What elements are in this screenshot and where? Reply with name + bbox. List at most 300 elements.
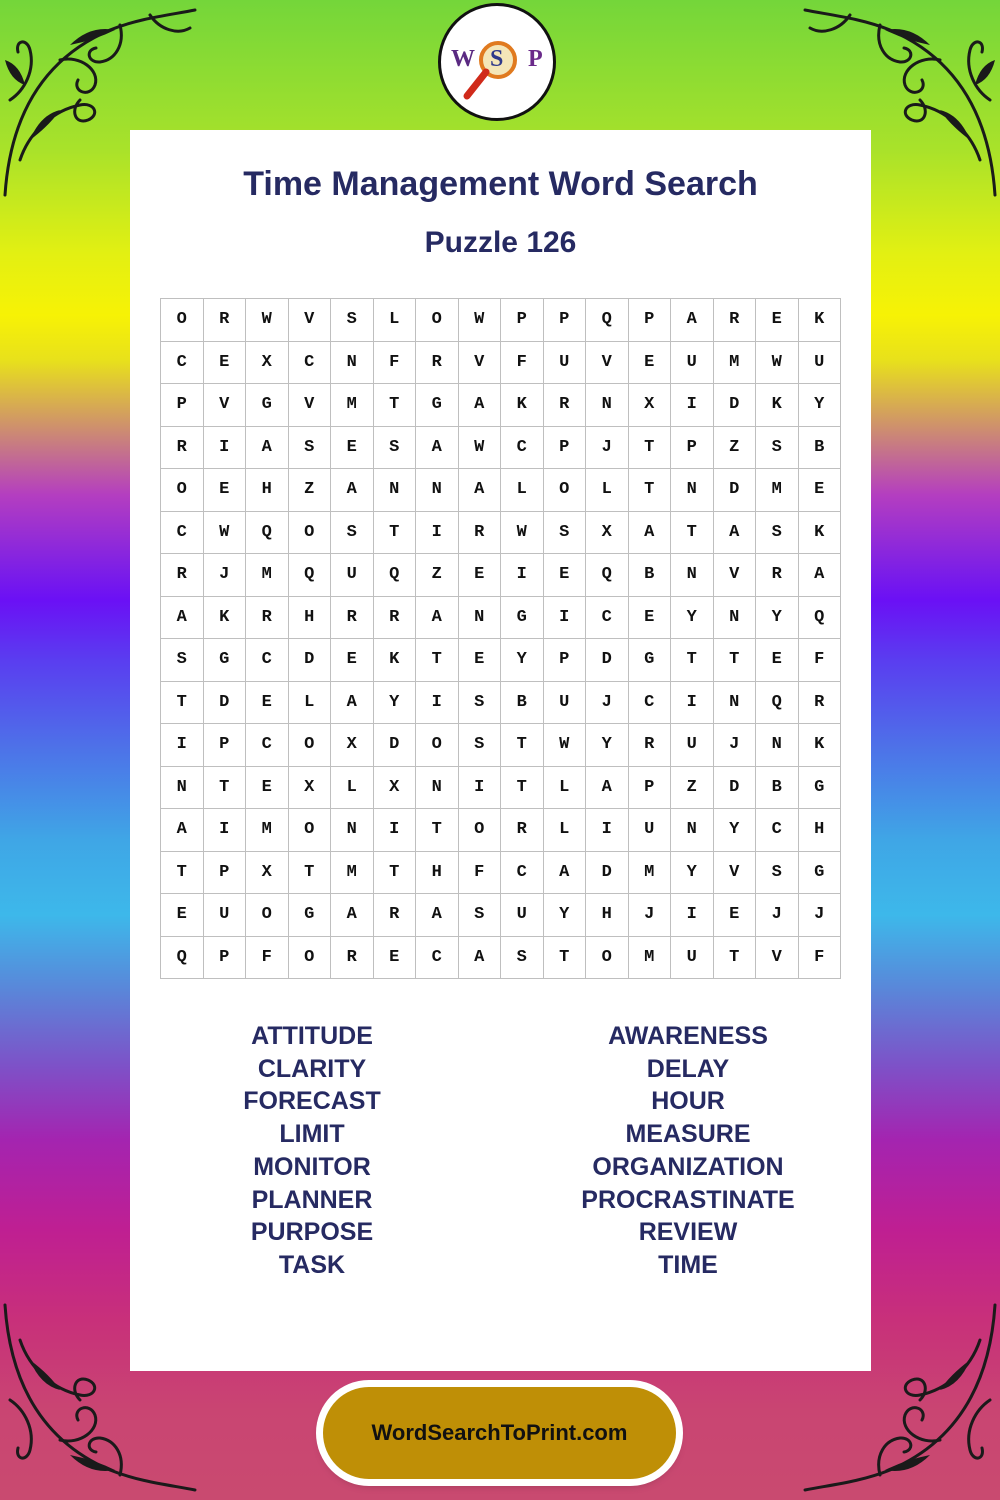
grid-cell[interactable]: S: [458, 894, 501, 937]
grid-cell[interactable]: P: [543, 299, 586, 342]
grid-cell[interactable]: F: [798, 639, 841, 682]
grid-cell[interactable]: N: [373, 469, 416, 512]
grid-cell[interactable]: S: [756, 426, 799, 469]
grid-cell[interactable]: N: [161, 766, 204, 809]
grid-cell[interactable]: T: [203, 766, 246, 809]
grid-cell[interactable]: R: [543, 384, 586, 427]
grid-cell[interactable]: A: [161, 596, 204, 639]
grid-cell[interactable]: E: [798, 469, 841, 512]
grid-cell[interactable]: T: [628, 426, 671, 469]
grid-cell[interactable]: E: [203, 469, 246, 512]
word-list-item: CLARITY: [257, 1054, 367, 1083]
puzzle-title: Time Management Word Search: [243, 165, 758, 203]
grid-cell[interactable]: R: [331, 596, 374, 639]
grid-cell[interactable]: B: [756, 766, 799, 809]
grid-cell[interactable]: A: [458, 384, 501, 427]
grid-cell[interactable]: S: [756, 851, 799, 894]
grid-row: [161, 639, 841, 682]
grid-cell[interactable]: P: [543, 426, 586, 469]
grid-cell[interactable]: X: [246, 341, 289, 384]
grid-cell[interactable]: U: [671, 724, 714, 767]
grid-cell[interactable]: N: [416, 766, 459, 809]
grid-cell[interactable]: V: [756, 936, 799, 979]
grid-cell[interactable]: X: [373, 766, 416, 809]
grid-cell[interactable]: S: [458, 724, 501, 767]
grid-cell[interactable]: F: [373, 341, 416, 384]
grid-cell[interactable]: L: [373, 299, 416, 342]
grid-cell[interactable]: O: [288, 936, 331, 979]
grid-cell[interactable]: A: [713, 511, 756, 554]
word-list-item: LIMIT: [279, 1120, 345, 1149]
grid-cell[interactable]: A: [458, 469, 501, 512]
grid-cell[interactable]: D: [373, 724, 416, 767]
grid-row: [161, 724, 841, 767]
word-list-item: ORGANIZATION: [592, 1152, 784, 1181]
grid-cell[interactable]: P: [203, 724, 246, 767]
grid-cell[interactable]: T: [288, 851, 331, 894]
logo-letter-w: W: [451, 46, 475, 72]
grid-cell[interactable]: I: [416, 511, 459, 554]
grid-row: [161, 299, 841, 342]
grid-cell[interactable]: L: [501, 469, 544, 512]
grid-cell[interactable]: P: [543, 639, 586, 682]
grid-cell[interactable]: F: [246, 936, 289, 979]
word-list-item: PROCRASTINATE: [581, 1185, 795, 1214]
grid-cell[interactable]: M: [628, 936, 671, 979]
grid-cell[interactable]: I: [671, 894, 714, 937]
grid-cell[interactable]: S: [501, 936, 544, 979]
word-list-item: TASK: [278, 1250, 346, 1279]
grid-cell[interactable]: P: [671, 426, 714, 469]
grid-cell[interactable]: I: [458, 766, 501, 809]
grid-cell[interactable]: N: [756, 724, 799, 767]
grid-cell[interactable]: A: [628, 511, 671, 554]
grid-cell[interactable]: R: [203, 299, 246, 342]
grid-cell[interactable]: E: [246, 766, 289, 809]
grid-cell[interactable]: Q: [161, 936, 204, 979]
grid-cell[interactable]: T: [161, 851, 204, 894]
grid-cell[interactable]: I: [501, 554, 544, 597]
grid-cell[interactable]: K: [756, 384, 799, 427]
grid-cell[interactable]: M: [246, 554, 289, 597]
site-logo[interactable]: [438, 3, 556, 121]
grid-cell[interactable]: Y: [586, 724, 629, 767]
grid-cell[interactable]: T: [713, 936, 756, 979]
grid-cell[interactable]: S: [543, 511, 586, 554]
grid-cell[interactable]: R: [331, 936, 374, 979]
grid-cell[interactable]: O: [543, 469, 586, 512]
grid-cell[interactable]: X: [288, 766, 331, 809]
grid-cell[interactable]: A: [586, 766, 629, 809]
grid-cell[interactable]: J: [628, 894, 671, 937]
grid-cell[interactable]: U: [543, 341, 586, 384]
grid-cell[interactable]: H: [586, 894, 629, 937]
grid-cell[interactable]: T: [416, 809, 459, 852]
grid-cell[interactable]: G: [501, 596, 544, 639]
grid-cell[interactable]: T: [373, 851, 416, 894]
grid-cell[interactable]: A: [458, 936, 501, 979]
grid-cell[interactable]: V: [586, 341, 629, 384]
grid-cell[interactable]: K: [501, 384, 544, 427]
grid-cell[interactable]: C: [161, 341, 204, 384]
grid-cell[interactable]: Z: [416, 554, 459, 597]
letter-grid[interactable]: [160, 298, 841, 979]
grid-cell[interactable]: N: [671, 554, 714, 597]
grid-cell[interactable]: A: [671, 299, 714, 342]
grid-cell[interactable]: R: [161, 554, 204, 597]
grid-cell[interactable]: V: [458, 341, 501, 384]
grid-cell[interactable]: E: [161, 894, 204, 937]
grid-cell[interactable]: V: [288, 299, 331, 342]
grid-cell[interactable]: S: [458, 681, 501, 724]
grid-cell[interactable]: L: [543, 809, 586, 852]
grid-cell[interactable]: O: [288, 724, 331, 767]
grid-cell[interactable]: L: [331, 766, 374, 809]
grid-row: [161, 596, 841, 639]
grid-cell[interactable]: I: [203, 809, 246, 852]
grid-row: [161, 894, 841, 937]
grid-cell[interactable]: E: [543, 554, 586, 597]
grid-cell[interactable]: D: [203, 681, 246, 724]
grid-cell[interactable]: A: [543, 851, 586, 894]
grid-cell[interactable]: S: [756, 511, 799, 554]
grid-cell[interactable]: Q: [798, 596, 841, 639]
grid-cell[interactable]: J: [756, 894, 799, 937]
grid-row: [161, 936, 841, 979]
grid-cell[interactable]: P: [501, 299, 544, 342]
grid-cell[interactable]: Y: [373, 681, 416, 724]
grid-cell[interactable]: E: [628, 341, 671, 384]
grid-cell[interactable]: L: [586, 469, 629, 512]
grid-cell[interactable]: G: [246, 384, 289, 427]
grid-row: [161, 384, 841, 427]
word-list-item: REVIEW: [638, 1218, 738, 1247]
grid-cell[interactable]: F: [458, 851, 501, 894]
grid-cell[interactable]: Y: [713, 809, 756, 852]
word-list-item: ATTITUDE: [251, 1022, 373, 1050]
grid-cell[interactable]: C: [416, 936, 459, 979]
grid-cell[interactable]: V: [713, 851, 756, 894]
grid-cell[interactable]: O: [416, 724, 459, 767]
grid-cell[interactable]: K: [203, 596, 246, 639]
grid-cell[interactable]: D: [713, 384, 756, 427]
grid-cell[interactable]: F: [798, 936, 841, 979]
grid-cell[interactable]: S: [331, 511, 374, 554]
grid-cell[interactable]: Z: [671, 766, 714, 809]
grid-cell[interactable]: I: [586, 809, 629, 852]
grid-cell[interactable]: D: [586, 639, 629, 682]
grid-cell[interactable]: T: [416, 639, 459, 682]
grid-cell[interactable]: Z: [288, 469, 331, 512]
word-list-item: HOUR: [651, 1087, 725, 1116]
grid-cell[interactable]: H: [798, 809, 841, 852]
grid-cell[interactable]: O: [161, 469, 204, 512]
grid-cell[interactable]: X: [331, 724, 374, 767]
grid-cell[interactable]: J: [586, 681, 629, 724]
grid-cell[interactable]: S: [331, 299, 374, 342]
grid-cell[interactable]: E: [246, 681, 289, 724]
grid-cell[interactable]: N: [331, 809, 374, 852]
grid-cell[interactable]: N: [671, 469, 714, 512]
grid-cell[interactable]: Z: [713, 426, 756, 469]
grid-cell[interactable]: W: [756, 341, 799, 384]
grid-cell[interactable]: Q: [373, 554, 416, 597]
grid-cell[interactable]: O: [288, 809, 331, 852]
grid-cell[interactable]: Y: [798, 384, 841, 427]
grid-cell[interactable]: C: [288, 341, 331, 384]
grid-cell[interactable]: U: [203, 894, 246, 937]
grid-cell[interactable]: F: [501, 341, 544, 384]
grid-cell[interactable]: R: [713, 299, 756, 342]
grid-cell[interactable]: K: [373, 639, 416, 682]
grid-cell[interactable]: T: [501, 766, 544, 809]
grid-cell[interactable]: C: [246, 639, 289, 682]
grid-cell[interactable]: D: [288, 639, 331, 682]
grid-cell[interactable]: R: [458, 511, 501, 554]
website-link-label: WordSearchToPrint.com: [371, 1420, 628, 1445]
grid-cell[interactable]: N: [671, 809, 714, 852]
grid-cell[interactable]: I: [161, 724, 204, 767]
grid-cell[interactable]: O: [161, 299, 204, 342]
grid-cell[interactable]: V: [203, 384, 246, 427]
grid-cell[interactable]: S: [288, 426, 331, 469]
grid-row: [161, 426, 841, 469]
grid-cell[interactable]: P: [628, 299, 671, 342]
grid-cell[interactable]: A: [798, 554, 841, 597]
grid-cell[interactable]: D: [586, 851, 629, 894]
grid-cell[interactable]: T: [628, 469, 671, 512]
grid-cell[interactable]: P: [161, 384, 204, 427]
grid-cell[interactable]: L: [288, 681, 331, 724]
word-list-item: TIME: [658, 1250, 718, 1279]
grid-cell[interactable]: C: [246, 724, 289, 767]
grid-cell[interactable]: E: [458, 639, 501, 682]
word-list-right: [538, 1020, 838, 1282]
grid-row: [161, 469, 841, 512]
grid-cell[interactable]: R: [416, 341, 459, 384]
grid-cell[interactable]: E: [628, 596, 671, 639]
grid-cell[interactable]: E: [713, 894, 756, 937]
grid-row: [161, 851, 841, 894]
grid-cell[interactable]: Y: [671, 851, 714, 894]
grid-cell[interactable]: R: [756, 554, 799, 597]
grid-cell[interactable]: W: [501, 511, 544, 554]
grid-cell[interactable]: T: [161, 681, 204, 724]
grid-cell[interactable]: G: [203, 639, 246, 682]
grid-cell[interactable]: I: [373, 809, 416, 852]
grid-cell[interactable]: N: [331, 341, 374, 384]
grid-cell[interactable]: N: [458, 596, 501, 639]
word-list-item: FORECAST: [243, 1087, 381, 1116]
grid-cell[interactable]: L: [543, 766, 586, 809]
grid-cell[interactable]: B: [798, 426, 841, 469]
grid-cell[interactable]: E: [203, 341, 246, 384]
grid-cell[interactable]: Q: [756, 681, 799, 724]
grid-row: [161, 766, 841, 809]
grid-cell[interactable]: X: [628, 384, 671, 427]
grid-cell[interactable]: H: [288, 596, 331, 639]
grid-cell[interactable]: C: [756, 809, 799, 852]
grid-cell[interactable]: G: [416, 384, 459, 427]
grid-cell[interactable]: T: [543, 936, 586, 979]
grid-cell[interactable]: S: [373, 426, 416, 469]
logo-letter-p: P: [528, 46, 543, 72]
grid-cell[interactable]: C: [501, 851, 544, 894]
grid-cell[interactable]: T: [713, 639, 756, 682]
grid-cell[interactable]: R: [798, 681, 841, 724]
grid-cell[interactable]: O: [416, 299, 459, 342]
grid-cell[interactable]: U: [628, 809, 671, 852]
grid-cell[interactable]: Q: [586, 554, 629, 597]
grid-cell[interactable]: U: [331, 554, 374, 597]
grid-cell[interactable]: R: [161, 426, 204, 469]
grid-cell[interactable]: C: [161, 511, 204, 554]
grid-cell[interactable]: S: [161, 639, 204, 682]
grid-cell[interactable]: T: [501, 724, 544, 767]
grid-cell[interactable]: Q: [288, 554, 331, 597]
grid-cell[interactable]: C: [586, 596, 629, 639]
grid-cell[interactable]: B: [628, 554, 671, 597]
grid-cell[interactable]: Y: [756, 596, 799, 639]
grid-cell[interactable]: H: [246, 469, 289, 512]
grid-cell[interactable]: J: [713, 724, 756, 767]
grid-cell[interactable]: Q: [246, 511, 289, 554]
grid-cell[interactable]: U: [501, 894, 544, 937]
grid-cell[interactable]: U: [543, 681, 586, 724]
grid-cell[interactable]: J: [203, 554, 246, 597]
grid-cell[interactable]: M: [331, 384, 374, 427]
grid-cell[interactable]: A: [416, 596, 459, 639]
grid-cell[interactable]: E: [331, 426, 374, 469]
grid-cell[interactable]: T: [671, 511, 714, 554]
grid-cell[interactable]: E: [458, 554, 501, 597]
grid-cell[interactable]: I: [543, 596, 586, 639]
grid-cell[interactable]: U: [671, 341, 714, 384]
grid-row: [161, 511, 841, 554]
grid-cell[interactable]: A: [331, 469, 374, 512]
puzzle-card: [130, 130, 871, 1371]
grid-row: [161, 809, 841, 852]
grid-cell[interactable]: U: [671, 936, 714, 979]
grid-cell[interactable]: O: [288, 511, 331, 554]
grid-cell[interactable]: X: [246, 851, 289, 894]
grid-cell[interactable]: A: [416, 894, 459, 937]
grid-cell[interactable]: O: [246, 894, 289, 937]
grid-cell[interactable]: B: [501, 681, 544, 724]
grid-cell[interactable]: N: [416, 469, 459, 512]
grid-cell[interactable]: Y: [543, 894, 586, 937]
grid-cell[interactable]: E: [756, 639, 799, 682]
grid-cell[interactable]: Y: [671, 596, 714, 639]
grid-cell[interactable]: E: [331, 639, 374, 682]
grid-cell[interactable]: A: [246, 426, 289, 469]
grid-cell[interactable]: G: [798, 766, 841, 809]
website-link-button[interactable]: [323, 1387, 676, 1479]
grid-cell[interactable]: I: [416, 681, 459, 724]
grid-cell[interactable]: K: [798, 299, 841, 342]
grid-cell[interactable]: T: [373, 384, 416, 427]
grid-cell[interactable]: W: [458, 426, 501, 469]
grid-cell[interactable]: R: [373, 596, 416, 639]
word-list-item: DELAY: [646, 1054, 730, 1083]
grid-cell[interactable]: U: [798, 341, 841, 384]
word-list-item: MONITOR: [253, 1152, 371, 1181]
word-list-item: AWARENESS: [608, 1022, 768, 1050]
logo-letter-s: S: [490, 46, 504, 72]
grid-cell[interactable]: G: [798, 851, 841, 894]
grid-cell[interactable]: C: [628, 681, 671, 724]
grid-cell[interactable]: D: [713, 469, 756, 512]
grid-cell[interactable]: R: [246, 596, 289, 639]
grid-cell[interactable]: E: [373, 936, 416, 979]
grid-cell[interactable]: D: [713, 766, 756, 809]
grid-cell[interactable]: K: [798, 511, 841, 554]
grid-cell[interactable]: R: [373, 894, 416, 937]
grid-cell[interactable]: R: [628, 724, 671, 767]
grid-cell[interactable]: M: [331, 851, 374, 894]
grid-cell[interactable]: W: [203, 511, 246, 554]
grid-cell[interactable]: I: [203, 426, 246, 469]
grid-cell[interactable]: A: [331, 681, 374, 724]
grid-cell[interactable]: W: [246, 299, 289, 342]
grid-cell[interactable]: X: [586, 511, 629, 554]
grid-cell[interactable]: E: [756, 299, 799, 342]
grid-cell[interactable]: M: [756, 469, 799, 512]
grid-cell[interactable]: K: [798, 724, 841, 767]
grid-cell[interactable]: I: [671, 681, 714, 724]
grid-cell[interactable]: Y: [501, 639, 544, 682]
grid-cell[interactable]: J: [798, 894, 841, 937]
grid-cell[interactable]: Q: [586, 299, 629, 342]
grid-row: [161, 554, 841, 597]
grid-cell[interactable]: A: [161, 809, 204, 852]
grid-cell[interactable]: O: [586, 936, 629, 979]
grid-cell[interactable]: W: [543, 724, 586, 767]
grid-cell[interactable]: M: [713, 341, 756, 384]
grid-cell[interactable]: R: [501, 809, 544, 852]
grid-cell[interactable]: O: [458, 809, 501, 852]
grid-cell[interactable]: P: [203, 851, 246, 894]
grid-cell[interactable]: A: [331, 894, 374, 937]
grid-cell[interactable]: T: [373, 511, 416, 554]
grid-cell[interactable]: W: [458, 299, 501, 342]
grid-cell[interactable]: C: [501, 426, 544, 469]
grid-cell[interactable]: N: [713, 596, 756, 639]
grid-row: [161, 681, 841, 724]
grid-cell[interactable]: G: [288, 894, 331, 937]
grid-cell[interactable]: P: [203, 936, 246, 979]
grid-row: [161, 341, 841, 384]
grid-cell[interactable]: A: [416, 426, 459, 469]
puzzle-subtitle: Puzzle 126: [424, 226, 577, 259]
word-list-left: [162, 1020, 462, 1282]
grid-cell[interactable]: N: [713, 681, 756, 724]
grid-cell[interactable]: T: [671, 639, 714, 682]
grid-cell[interactable]: G: [628, 639, 671, 682]
grid-cell[interactable]: N: [586, 384, 629, 427]
grid-cell[interactable]: H: [416, 851, 459, 894]
grid-cell[interactable]: M: [628, 851, 671, 894]
grid-cell[interactable]: M: [246, 809, 289, 852]
grid-cell[interactable]: P: [628, 766, 671, 809]
grid-cell[interactable]: V: [288, 384, 331, 427]
grid-cell[interactable]: I: [671, 384, 714, 427]
word-list-item: PLANNER: [251, 1185, 373, 1214]
word-list-item: PURPOSE: [250, 1218, 374, 1247]
word-list-item: MEASURE: [625, 1120, 751, 1149]
grid-cell[interactable]: J: [586, 426, 629, 469]
grid-cell[interactable]: V: [713, 554, 756, 597]
